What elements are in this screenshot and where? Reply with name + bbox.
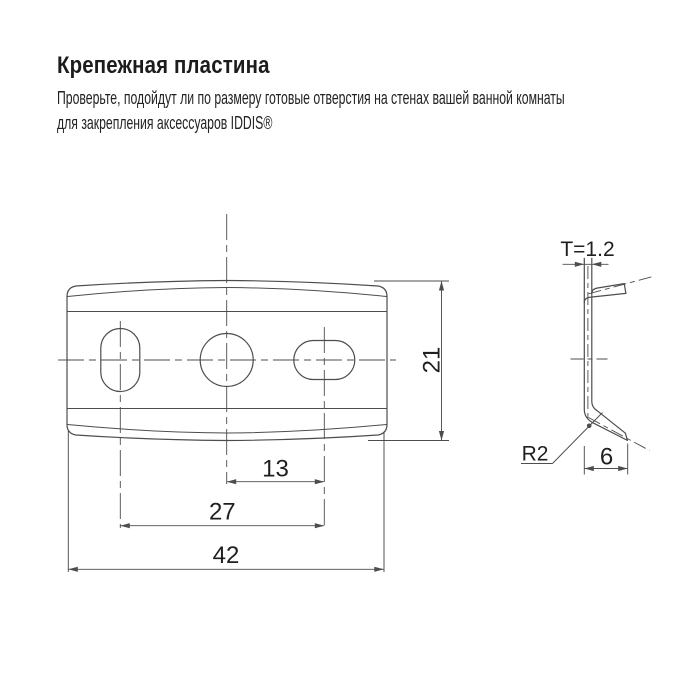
profile-bottom-flange-centerline: [589, 418, 650, 451]
front-view: [58, 214, 449, 572]
dim-label-6: 6: [599, 443, 614, 471]
arrow-right: [618, 466, 628, 471]
profile-top-flange-centerline: [589, 277, 654, 294]
arrow-left: [68, 567, 78, 572]
radius-label-R2: R2: [521, 442, 549, 466]
arrow-left: [592, 262, 602, 267]
dim-label-42: 42: [212, 542, 240, 569]
arrow-right: [315, 479, 325, 484]
dim-label-27: 27: [208, 498, 236, 526]
profile-outer-surface: [584, 258, 627, 440]
page-subtitle-line2: для закрепления аксессуаров IDDIS®: [57, 112, 273, 133]
page-subtitle-line1: Проверьте, подойдут ли по размеру готовые отверстия на стенах вашей ванной комнаты: [57, 88, 565, 108]
arrow-right: [315, 523, 325, 528]
dimension-plate-height: [368, 281, 449, 441]
dimension-outer-hole-spacing: [120, 499, 324, 529]
dim-label-13: 13: [262, 455, 289, 483]
side-view: [521, 238, 653, 475]
arrow-down: [439, 431, 444, 441]
dimension-inner-hole-spacing: [227, 456, 325, 485]
leader-line: [553, 413, 603, 464]
arrow-right: [575, 262, 585, 267]
leader-dot: [587, 424, 592, 429]
dimension-flange-depth: [584, 444, 627, 475]
dim-label-21: 21: [418, 346, 446, 374]
arrow-left: [227, 479, 237, 484]
arrow-left: [120, 523, 130, 528]
dim-label-thickness: T=1.2: [560, 238, 615, 261]
arrow-left: [584, 466, 594, 471]
profile-top-flange-lower-line: [584, 293, 626, 302]
page-title: Крепежная пластина: [57, 52, 270, 79]
profile-top-flange-end-cap: [624, 284, 626, 294]
dimension-thickness: [560, 238, 614, 267]
arrow-right: [374, 567, 384, 572]
arrow-up: [439, 281, 444, 291]
